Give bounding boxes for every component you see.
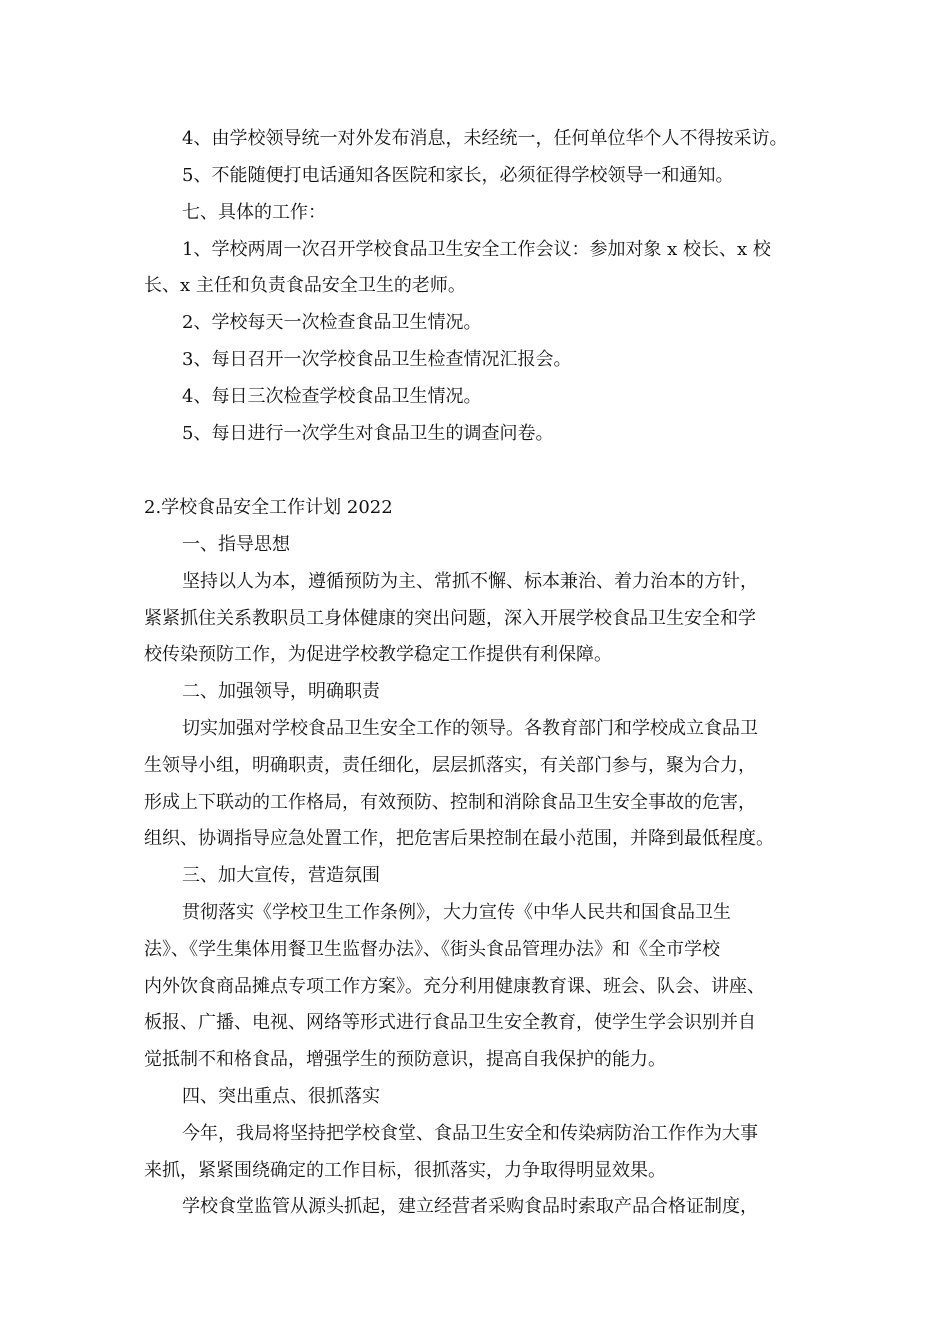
paragraph-line: 校传染预防工作，为促进学校教学稳定工作提供有利保障。	[144, 644, 612, 665]
paragraph-line: 组织、协调指导应急处置工作，把危害后果控制在最小范围，并降到最低程度。	[144, 828, 774, 849]
list-item: 1、学校两周一次召开学校食品卫生安全工作会议：参加对象 x 校长、x 校	[182, 239, 771, 260]
paragraph-line: 内外饮食商品摊点专项工作方案》。充分利用健康教育课、班会、队会、讲座、	[144, 976, 765, 997]
list-item: 4、由学校领导统一对外发布消息，未经统一，任何单位华个人不得按采访。	[182, 128, 788, 149]
paragraph-line: 觉抵制不和格食品，增强学生的预防意识，提高自我保护的能力。	[144, 1049, 666, 1070]
section-heading: 一、指导思想	[182, 534, 290, 555]
paragraph-line: 法》、《学生集体用餐卫生监督办法》、《街头食品管理办法》和《全市学校	[144, 939, 720, 960]
paragraph-line: 板报、广播、电视、网络等形式进行食品卫生安全教育，使学生学会识别并自	[144, 1012, 756, 1033]
paragraph-line: 学校食堂监管从源头抓起，建立经营者采购食品时索取产品合格证制度，	[182, 1196, 758, 1217]
section-heading: 七、具体的工作：	[182, 202, 326, 223]
paragraph-line: 形成上下联动的工作格局，有效预防、控制和消除食品卫生安全事故的危害，	[144, 792, 756, 813]
paragraph-line: 贯彻落实《学校卫生工作条例》，大力宣传《中华人民共和国食品卫生	[182, 902, 731, 923]
list-item-continuation: 长、x 主任和负责食品安全卫生的老师。	[144, 275, 466, 296]
list-item: 5、每日进行一次学生对食品卫生的调查问卷。	[182, 423, 554, 444]
paragraph-line: 切实加强对学校食品卫生安全工作的领导。各教育部门和学校成立食品卫	[182, 718, 758, 739]
document-title: 2.学校食品安全工作计划 2022	[144, 497, 393, 518]
section-heading: 三、加大宣传，营造氛围	[182, 865, 380, 886]
paragraph-line: 紧紧抓住关系教职员工身体健康的突出问题，深入开展学校食品卫生安全和学	[144, 608, 756, 629]
paragraph-line: 来抓，紧紧围绕确定的工作目标，很抓落实，力争取得明显效果。	[144, 1160, 666, 1181]
list-item: 5、不能随便打电话通知各医院和家长，必须征得学校领导一和通知。	[182, 165, 734, 186]
list-item: 3、每日召开一次学校食品卫生检查情况汇报会。	[182, 349, 572, 370]
paragraph-line: 今年，我局将坚持把学校食堂、食品卫生安全和传染病防治工作作为大事	[182, 1123, 758, 1144]
section-heading: 二、加强领导，明确职责	[182, 681, 380, 702]
list-item: 4、每日三次检查学校食品卫生情况。	[182, 386, 482, 407]
list-item: 2、学校每天一次检查食品卫生情况。	[182, 312, 482, 333]
paragraph-line: 坚持以人为本，遵循预防为主、常抓不懈、标本兼治、着力治本的方针，	[182, 571, 758, 592]
section-heading: 四、突出重点、很抓落实	[182, 1086, 380, 1107]
paragraph-line: 生领导小组，明确职责，责任细化，层层抓落实，有关部门参与，聚为合力，	[144, 755, 756, 776]
